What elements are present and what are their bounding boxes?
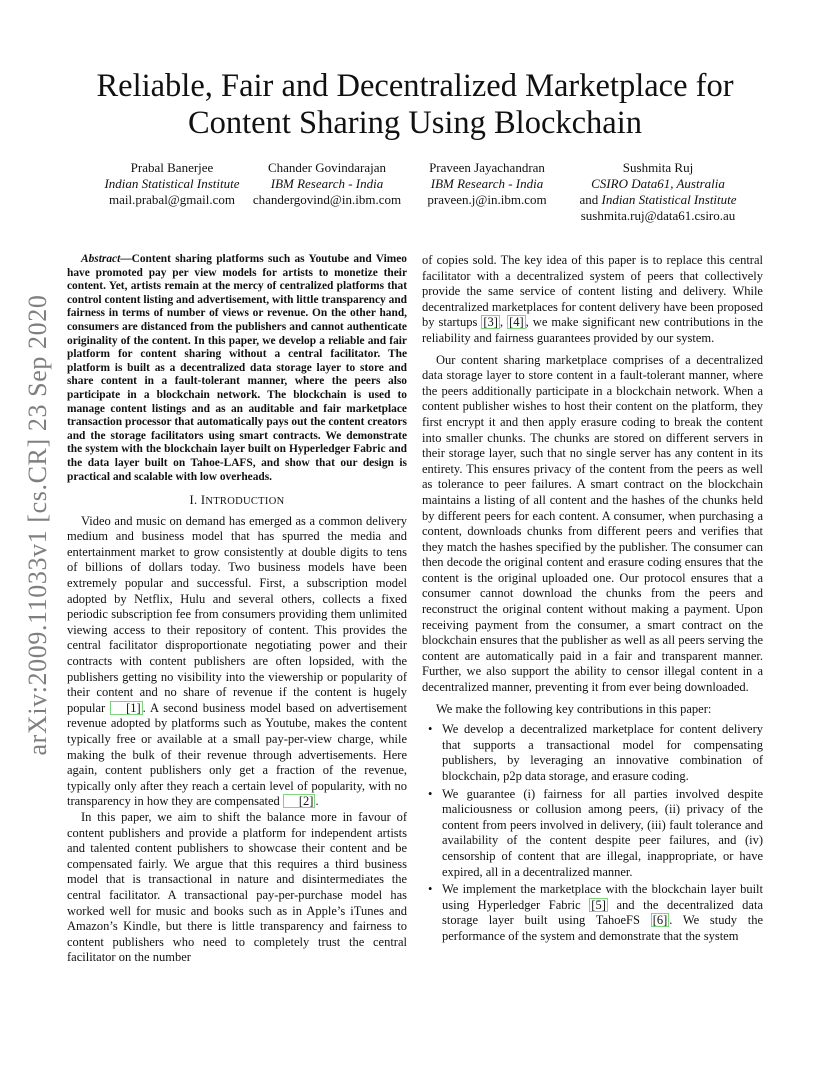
citation-link[interactable]: [4]	[509, 315, 524, 330]
abstract-label: Abstract	[81, 253, 121, 265]
right-paragraph-2: Our content sharing marketplace comprises of a decentralized data storage layer to store content in a fault-tolerant manner, where the peers additionally participate in a blockchain network. When a content publisher wishes to host their content on the platform, they first encrypt it and then apply erasure coding to break the content into smaller chunks. The chunks are stored on different servers in their storage layer, such that no single server has any content in its entirety. This ensures privacy of the content from the peers as well as tolerance to peer failures. A smart contract on the blockchain maintains a listing of all content and the hashes of the chunks held by different peers for each content. A consumer, when purchasing a content, downloads chunks from different peers and verifies that they match the hashes specified by the publisher. The consumer can then decode the original content and erasure coding ensures that the content is the original uploaded one. Our protocol ensures that a consumer cannot download the chunks from the peers and reconstruct the original content without making a payment. Upon receiving payment from the consumer, a smart contract on the blockchain ensures that the publisher as well as all peers serving the content are automatically paid in a fair and transparent manner. Further, we also support the ability to censor illegal content in a decentralized manner, preventing it from ever being downloaded.	[422, 352, 763, 695]
citation-link[interactable]: [3]	[483, 315, 498, 330]
right-paragraph-3: We make the following key contributions in this paper:	[436, 701, 712, 716]
author-name: Sushmita Ruj	[622, 160, 694, 175]
contributions-list	[422, 722, 763, 944]
author-name: Chander Govindarajan	[267, 160, 387, 175]
section-heading-introduction	[67, 493, 407, 510]
author-email: sushmita.ruj@data61.csiro.au	[580, 208, 736, 223]
right-paragraph-1: of copies sold. The key idea of this paper is to replace this central facilitator with a decentralized system of peers that collectively provide the same service of content listing and delivery. While decentralized marketplaces for content delivery have been proposed by startups [3] , [4] , we make significant new contributions in the reliability and fairness guarantees provided by our system.	[422, 253, 763, 345]
section-title-first-letter: I	[200, 493, 206, 508]
abstract-text: —Content sharing platforms such as Youtube and Vimeo have promoted pay per view models for artists to monetize their content. Yet, artists remain at the mercy of centralized platforms that control content listing and advertisement, with little transparency and fairness in terms of number of views or revenue. On the other hand, consumers are distanced from the publishers and cannot authenticate originality of the content. In this paper, we develop a reliable and fair platform for content sharing without a central facilitator. The platform is built as a decentralized data storage layer to store and share content in a fault-tolerant manner, where the peers also participate in a blockchain network. The blockchain is used to manage content listings and as an auditable and fair marketplace transaction processor that automatically pays out the content creators and the storage facilitators using smart contracts. We demonstrate the system with the blockchain layer built on Hyperledger Fabric and the data layer built on Tahoe-LAFS, and show that our design is practical and scalable with low overheads.	[67, 253, 407, 483]
left-column	[67, 253, 407, 966]
contribution-text: We guarantee (i) fairness for all parties involved despite maliciousness or collusion among peers, (ii) privacy of the content from peers involved in delivery, (iii) fault tolerance and availability of the content despite peer failures, and (iv) censorship of content that are illegal, inappropriate, or have expired, all in a decentralized manner.	[442, 786, 763, 879]
author-email: mail.prabal@gmail.com	[108, 192, 236, 207]
author-affiliation-2	[563, 192, 753, 208]
citation-link[interactable]: [6]	[652, 913, 668, 928]
author-affiliation: IBM Research - India	[430, 176, 544, 191]
author-affiliation: CSIRO Data61, Australia	[591, 176, 725, 191]
intro-text: .	[315, 794, 319, 809]
contribution-text: and the decentralized data storage layer built using TahoeFS	[442, 897, 763, 928]
abstract	[67, 253, 407, 484]
title-line-2: Content Sharing Using Blockchain	[187, 105, 643, 141]
intro-text: Video and music on demand has emerged as a common delivery medium and business model that has spurred the media and entertainment market to grow consistently at double digits to tens of billions of dollars today. Two business models have been extremely popular and successful. First, a subscription model adopted by Netflix, Hulu and several others, collects a fixed periodic subscription fee from consumers providing them unlimited viewing access to their repository of content. This provides the central facilitator disproportionate negotiating power and their contracts with content publishers are often lopsided, with the publishers getting no visibility into the viewership or popularity of their content and no share of revenue if the content is hugely popular	[67, 513, 407, 715]
list-item	[422, 787, 763, 881]
bullet-icon: •	[428, 722, 433, 737]
author-affiliation: IBM Research - India	[270, 176, 384, 191]
author-email: chandergovind@in.ibm.com	[252, 192, 402, 207]
paper-title	[70, 68, 760, 142]
arxiv-identifier	[18, 290, 58, 760]
intro-paragraph-2: In this paper, we aim to shift the balance more in favour of content publishers and provide a platform for independent artists and talented content publishers to showcase their content and be compensated fairly. We argue that this requires a third business model that is transactional in nature and disintermediates the central facilitator. A transactional pay-per-purchase model has worked well for music and books such as in Apple’s iTunes and Amazon’s Kindle, but there is little transparency and fairness to content publishers who need to completely trust the central facilitator on the number	[67, 809, 407, 965]
author-email: praveen.j@in.ibm.com	[427, 192, 547, 207]
bullet-icon: •	[428, 786, 433, 801]
arxiv-identifier-text: arXiv:2009.11033v1 [cs.CR] 23 Sep 2020	[23, 294, 52, 756]
affiliation-and: and	[579, 192, 599, 207]
section-title-rest: NTRODUCTION	[205, 496, 285, 508]
citation-link[interactable]: [5]	[591, 897, 606, 912]
right-column	[422, 253, 763, 947]
list-item	[422, 882, 763, 944]
author-name: Praveen Jayachandran	[429, 160, 545, 175]
intro-text: . A second business model based on advertisement revenue adopted by platforms such as Youtube, makes the content typically free or available at a small pay-per-view charge, while making the bulk of their revenue through advertisements. Here again, content publishers only get a fraction of the revenue, typically only after they reach a certain level of popularity, with no transparency in how they are compensated	[67, 700, 407, 809]
section-number: I.	[189, 493, 201, 508]
citation-link[interactable]: [1]	[110, 701, 143, 715]
author-4	[563, 160, 753, 224]
affiliation-second: Indian Statistical Institute	[601, 192, 737, 207]
contribution-text: We implement the marketplace with the blockchain layer built using Hyperledger Fabric	[442, 882, 763, 912]
right-text: , we make significant new contributions in the reliability and fairness guarantees provided by our system.	[422, 315, 763, 345]
right-text: of copies sold. The key idea of this paper is to replace this central facilitator with a decentralized system of peers that collectively provide the same service of content listing and delivery. While decentralized marketplaces for content delivery have been proposed by startups	[422, 253, 763, 330]
bullet-icon: •	[428, 882, 433, 897]
author-2	[237, 160, 417, 208]
intro-paragraph-1	[67, 514, 407, 810]
author-affiliation: Indian Statistical Institute	[104, 176, 240, 191]
contribution-text: . We study the performance of the system and demonstrate that the system	[442, 913, 764, 943]
author-3	[412, 160, 562, 208]
contribution-text: We develop a decentralized marketplace for content delivery that supports a transactional model for compensating publishers, by leveraging an innovative combination of blockchain, p2p data storage, and erasure coding.	[442, 722, 763, 783]
title-line-1: Reliable, Fair and Decentralized Marketplace for	[96, 68, 734, 104]
list-item	[422, 722, 763, 784]
author-name: Prabal Banerjee	[130, 160, 214, 175]
citation-link[interactable]: [2]	[283, 794, 316, 808]
